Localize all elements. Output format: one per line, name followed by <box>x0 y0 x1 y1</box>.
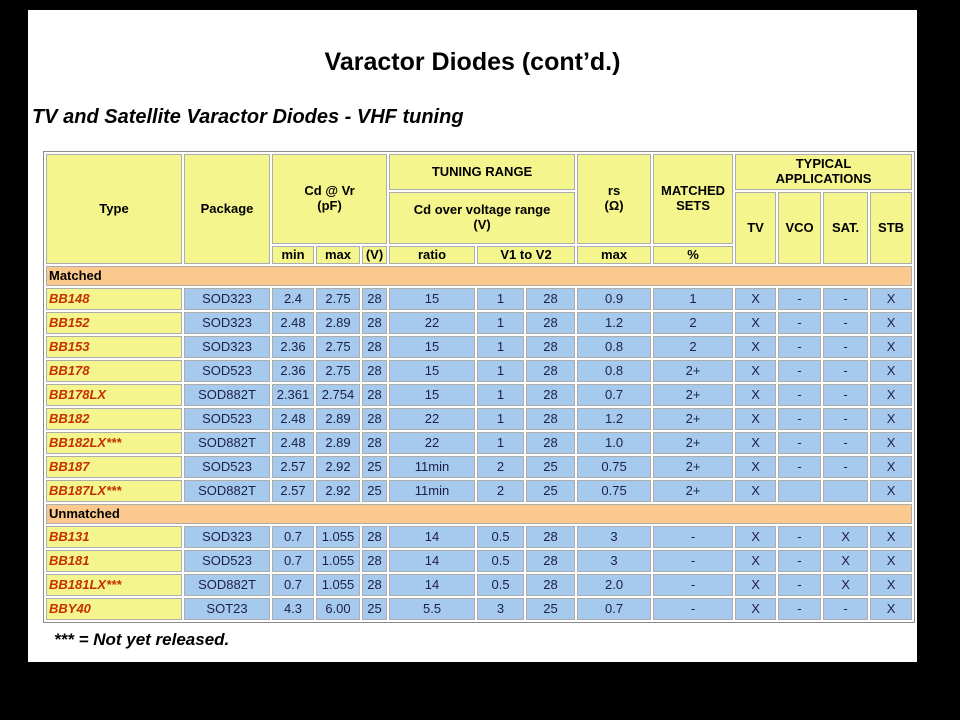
v2-cell: 28 <box>526 312 575 334</box>
rs-max-cell: 3 <box>577 526 651 548</box>
v-cell: 25 <box>362 480 387 502</box>
tv-cell: X <box>735 574 776 596</box>
header-line: (Ω) <box>604 198 624 213</box>
section-label: Matched <box>46 266 912 286</box>
v1-cell: 1 <box>477 432 524 454</box>
min-cell: 2.4 <box>272 288 314 310</box>
max-cell: 2.75 <box>316 288 360 310</box>
page-title: Varactor Diodes (cont’d.) <box>324 48 621 76</box>
min-cell: 2.361 <box>272 384 314 406</box>
matched-sets-cell: 2+ <box>653 456 733 478</box>
matched-sets-cell: 1 <box>653 288 733 310</box>
sat-cell: - <box>823 408 868 430</box>
stb-cell: X <box>870 288 912 310</box>
rs-max-cell: 0.7 <box>577 598 651 620</box>
header-line: SETS <box>676 198 711 213</box>
col-header-sat: SAT. <box>823 192 868 264</box>
vco-cell: - <box>778 526 821 548</box>
min-cell: 2.57 <box>272 480 314 502</box>
matched-sets-cell: 2+ <box>653 360 733 382</box>
max-cell: 2.92 <box>316 480 360 502</box>
type-cell: BB181LX*** <box>46 574 182 596</box>
sat-cell: - <box>823 360 868 382</box>
table-row <box>46 288 912 310</box>
section-row <box>46 504 912 524</box>
package-cell: SOD323 <box>184 526 270 548</box>
table-row <box>46 550 912 572</box>
type-cell: BBY40 <box>46 598 182 620</box>
col-header-percent: % <box>653 246 733 264</box>
v2-cell: 28 <box>526 526 575 548</box>
sat-cell: - <box>823 336 868 358</box>
header-line: MATCHED <box>661 183 726 199</box>
v1-cell: 1 <box>477 288 524 310</box>
col-header-max: max <box>316 246 360 264</box>
sat-cell: X <box>823 526 868 548</box>
v2-cell: 28 <box>526 432 575 454</box>
vco-cell: - <box>778 312 821 334</box>
stb-cell: X <box>870 360 912 382</box>
package-cell: SOD882T <box>184 574 270 596</box>
matched-sets-cell: 2+ <box>653 408 733 430</box>
min-cell: 2.48 <box>272 312 314 334</box>
table-row <box>46 360 912 382</box>
max-cell: 2.75 <box>316 336 360 358</box>
tv-cell: X <box>735 526 776 548</box>
stb-cell: X <box>870 456 912 478</box>
ratio-cell: 11min <box>389 480 475 502</box>
table-row <box>46 526 912 548</box>
vco-cell: - <box>778 384 821 406</box>
min-cell: 2.36 <box>272 336 314 358</box>
header-line: (pF) <box>317 198 342 213</box>
max-cell: 2.92 <box>316 456 360 478</box>
min-cell: 2.48 <box>272 408 314 430</box>
v-cell: 28 <box>362 312 387 334</box>
matched-sets-cell: 2+ <box>653 432 733 454</box>
tv-cell: X <box>735 550 776 572</box>
col-header-type: Type <box>46 154 182 264</box>
vco-cell: - <box>778 598 821 620</box>
vco-cell <box>778 480 821 502</box>
v-cell: 25 <box>362 456 387 478</box>
rs-max-cell: 0.7 <box>577 384 651 406</box>
vco-cell: - <box>778 336 821 358</box>
type-cell: BB187LX*** <box>46 480 182 502</box>
matched-sets-cell: - <box>653 574 733 596</box>
type-cell: BB178 <box>46 360 182 382</box>
v2-cell: 28 <box>526 550 575 572</box>
max-cell: 2.89 <box>316 312 360 334</box>
col-header-stb: STB <box>870 192 912 264</box>
stb-cell: X <box>870 384 912 406</box>
type-cell: BB152 <box>46 312 182 334</box>
vco-cell: - <box>778 360 821 382</box>
sat-cell: X <box>823 574 868 596</box>
v2-cell: 25 <box>526 456 575 478</box>
matched-sets-cell: 2+ <box>653 480 733 502</box>
table-row <box>46 408 912 430</box>
col-header-typical-applications <box>735 154 912 190</box>
stb-cell: X <box>870 550 912 572</box>
header-line: TYPICAL <box>795 156 852 172</box>
type-cell: BB187 <box>46 456 182 478</box>
package-cell: SOD882T <box>184 480 270 502</box>
tv-cell: X <box>735 480 776 502</box>
v1-cell: 1 <box>477 360 524 382</box>
v-cell: 28 <box>362 574 387 596</box>
ratio-cell: 14 <box>389 550 475 572</box>
v-cell: 28 <box>362 288 387 310</box>
max-cell: 1.055 <box>316 526 360 548</box>
type-cell: BB153 <box>46 336 182 358</box>
max-cell: 2.75 <box>316 360 360 382</box>
sat-cell: X <box>823 550 868 572</box>
v2-cell: 28 <box>526 574 575 596</box>
table-row <box>46 336 912 358</box>
rs-max-cell: 1.0 <box>577 432 651 454</box>
v2-cell: 28 <box>526 384 575 406</box>
rs-max-cell: 0.9 <box>577 288 651 310</box>
package-cell: SOD323 <box>184 336 270 358</box>
v2-cell: 28 <box>526 288 575 310</box>
stb-cell: X <box>870 336 912 358</box>
v1-cell: 2 <box>477 456 524 478</box>
matched-sets-cell: - <box>653 526 733 548</box>
header-line: Cd over voltage range <box>413 202 551 218</box>
package-cell: SOD523 <box>184 550 270 572</box>
min-cell: 2.36 <box>272 360 314 382</box>
tv-cell: X <box>735 360 776 382</box>
table-row <box>46 432 912 454</box>
rs-max-cell: 0.8 <box>577 360 651 382</box>
type-cell: BB182LX*** <box>46 432 182 454</box>
rs-max-cell: 0.75 <box>577 480 651 502</box>
tv-cell: X <box>735 456 776 478</box>
tv-cell: X <box>735 432 776 454</box>
stb-cell: X <box>870 598 912 620</box>
rs-max-cell: 2.0 <box>577 574 651 596</box>
ratio-cell: 15 <box>389 336 475 358</box>
section-label: Unmatched <box>46 504 912 524</box>
table-row <box>46 384 912 406</box>
matched-sets-cell: 2 <box>653 312 733 334</box>
matched-sets-cell: - <box>653 598 733 620</box>
min-cell: 4.3 <box>272 598 314 620</box>
col-header-vco: VCO <box>778 192 821 264</box>
rs-max-cell: 3 <box>577 550 651 572</box>
v-cell: 28 <box>362 526 387 548</box>
min-cell: 2.57 <box>272 456 314 478</box>
rs-max-cell: 1.2 <box>577 312 651 334</box>
max-cell: 2.754 <box>316 384 360 406</box>
footnote: *** = Not yet released. <box>54 630 230 649</box>
col-header-cd-over-voltage <box>389 192 575 244</box>
v-cell: 28 <box>362 550 387 572</box>
v1-cell: 1 <box>477 336 524 358</box>
stb-cell: X <box>870 526 912 548</box>
stb-cell: X <box>870 480 912 502</box>
tv-cell: X <box>735 336 776 358</box>
v1-cell: 0.5 <box>477 550 524 572</box>
v1-cell: 2 <box>477 480 524 502</box>
rs-max-cell: 1.2 <box>577 408 651 430</box>
slide-subtitle: TV and Satellite Varactor Diodes - VHF tuning <box>32 106 464 128</box>
vco-cell: - <box>778 408 821 430</box>
header-row-1 <box>46 154 912 190</box>
col-header-tv: TV <box>735 192 776 264</box>
ratio-cell: 15 <box>389 360 475 382</box>
col-header-matched-sets <box>653 154 733 244</box>
stb-cell: X <box>870 574 912 596</box>
v-cell: 25 <box>362 598 387 620</box>
vco-cell: - <box>778 550 821 572</box>
table-row <box>46 598 912 620</box>
type-cell: BB178LX <box>46 384 182 406</box>
vco-cell: - <box>778 288 821 310</box>
vco-cell: - <box>778 456 821 478</box>
type-cell: BB148 <box>46 288 182 310</box>
v1-cell: 0.5 <box>477 526 524 548</box>
v2-cell: 25 <box>526 598 575 620</box>
package-cell: SOD882T <box>184 432 270 454</box>
v-cell: 28 <box>362 408 387 430</box>
vco-cell: - <box>778 574 821 596</box>
sat-cell: - <box>823 384 868 406</box>
v-cell: 28 <box>362 432 387 454</box>
ratio-cell: 22 <box>389 408 475 430</box>
type-cell: BB182 <box>46 408 182 430</box>
v1-cell: 1 <box>477 408 524 430</box>
package-cell: SOT23 <box>184 598 270 620</box>
col-header-tuning-range: TUNING RANGE <box>389 154 575 190</box>
max-cell: 2.89 <box>316 432 360 454</box>
v1-cell: 0.5 <box>477 574 524 596</box>
v2-cell: 28 <box>526 408 575 430</box>
v1-cell: 1 <box>477 312 524 334</box>
min-cell: 0.7 <box>272 526 314 548</box>
min-cell: 0.7 <box>272 574 314 596</box>
ratio-cell: 15 <box>389 384 475 406</box>
ratio-cell: 5.5 <box>389 598 475 620</box>
sat-cell: - <box>823 432 868 454</box>
sat-cell <box>823 480 868 502</box>
package-cell: SOD323 <box>184 288 270 310</box>
v1-cell: 3 <box>477 598 524 620</box>
sat-cell: - <box>823 312 868 334</box>
matched-sets-cell: 2 <box>653 336 733 358</box>
package-cell: SOD882T <box>184 384 270 406</box>
max-cell: 2.89 <box>316 408 360 430</box>
table-row <box>46 574 912 596</box>
stb-cell: X <box>870 312 912 334</box>
tv-cell: X <box>735 598 776 620</box>
header-line: Cd @ Vr <box>304 183 355 199</box>
col-header-v: (V) <box>362 246 387 264</box>
ratio-cell: 15 <box>389 288 475 310</box>
col-header-package: Package <box>184 154 270 264</box>
v2-cell: 28 <box>526 360 575 382</box>
sat-cell: - <box>823 288 868 310</box>
table-row <box>46 312 912 334</box>
v1-cell: 1 <box>477 384 524 406</box>
tv-cell: X <box>735 288 776 310</box>
ratio-cell: 22 <box>389 312 475 334</box>
vco-cell: - <box>778 432 821 454</box>
ratio-cell: 11min <box>389 456 475 478</box>
v-cell: 28 <box>362 360 387 382</box>
matched-sets-cell: 2+ <box>653 384 733 406</box>
type-cell: BB181 <box>46 550 182 572</box>
package-cell: SOD523 <box>184 408 270 430</box>
rs-max-cell: 0.75 <box>577 456 651 478</box>
max-cell: 6.00 <box>316 598 360 620</box>
col-header-min: min <box>272 246 314 264</box>
stb-cell: X <box>870 408 912 430</box>
col-header-v1-to-v2: V1 to V2 <box>477 246 575 264</box>
slide-panel <box>28 10 917 662</box>
stb-cell: X <box>870 432 912 454</box>
package-cell: SOD523 <box>184 456 270 478</box>
package-cell: SOD323 <box>184 312 270 334</box>
col-header-ratio: ratio <box>389 246 475 264</box>
v-cell: 28 <box>362 384 387 406</box>
header-line: rs <box>607 183 621 199</box>
section-row <box>46 266 912 286</box>
max-cell: 1.055 <box>316 550 360 572</box>
tv-cell: X <box>735 384 776 406</box>
ratio-cell: 14 <box>389 574 475 596</box>
min-cell: 0.7 <box>272 550 314 572</box>
tv-cell: X <box>735 312 776 334</box>
sat-cell: - <box>823 456 868 478</box>
matched-sets-cell: - <box>653 550 733 572</box>
sat-cell: - <box>823 598 868 620</box>
v2-cell: 25 <box>526 480 575 502</box>
table-row <box>46 480 912 502</box>
ratio-cell: 14 <box>389 526 475 548</box>
header-line: APPLICATIONS <box>775 171 872 186</box>
max-cell: 1.055 <box>316 574 360 596</box>
table-row <box>46 456 912 478</box>
col-header-rs-max: max <box>577 246 651 264</box>
col-header-cd-at-vr <box>272 154 387 244</box>
v2-cell: 28 <box>526 336 575 358</box>
tv-cell: X <box>735 408 776 430</box>
varactor-diodes-table <box>43 151 915 623</box>
col-header-rs <box>577 154 651 244</box>
rs-max-cell: 0.8 <box>577 336 651 358</box>
header-line: (V) <box>473 217 491 232</box>
v-cell: 28 <box>362 336 387 358</box>
package-cell: SOD523 <box>184 360 270 382</box>
type-cell: BB131 <box>46 526 182 548</box>
ratio-cell: 22 <box>389 432 475 454</box>
table-body <box>46 266 912 620</box>
min-cell: 2.48 <box>272 432 314 454</box>
